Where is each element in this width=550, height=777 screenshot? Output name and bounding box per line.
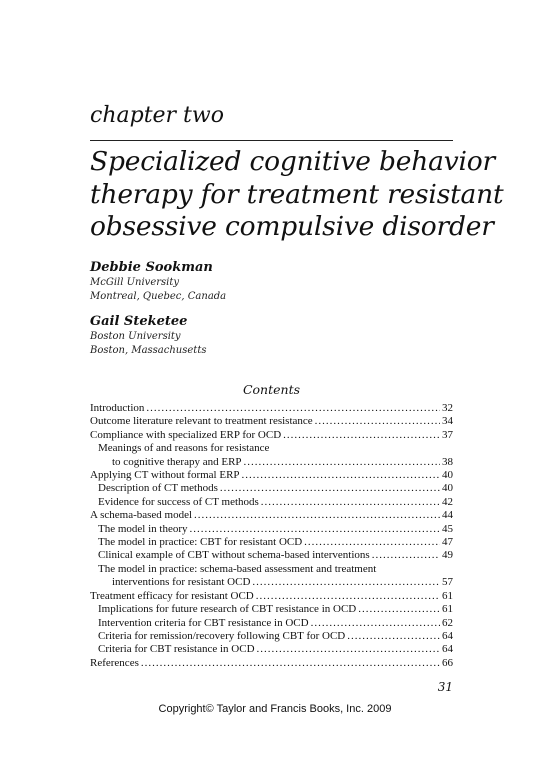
toc-entry [90,536,453,549]
toc-leader-dots [311,617,440,630]
contents-heading: Contents [242,382,301,397]
chapter-title-line: therapy for treatment resistant [90,178,504,210]
page-number: 31 [437,680,453,694]
toc-leader-dots [257,643,440,656]
toc-entry [90,549,453,562]
toc-entry [90,456,453,469]
toc-entry-page: 45 [442,522,453,535]
toc-leader-dots [141,657,440,670]
author-affiliation: Boston University [90,331,181,342]
toc-entry-page: 64 [442,643,453,656]
toc-entry-page: 49 [442,549,453,562]
toc-entry-title: Clinical example of CBT without schema-based interventions [98,549,370,562]
toc-entry [90,415,453,428]
toc-entry-title: interventions for resistant OCD [112,576,251,589]
toc-entry-title: Implications for future research of CBT resistance in OCD [98,603,357,616]
toc-entry-title: The model in theory [98,522,188,535]
toc-entry-page: 61 [442,589,453,602]
toc-entry-title: References [90,656,139,669]
author-block [90,260,226,304]
toc-entry [90,617,453,630]
toc-entry [90,590,453,603]
chapter-label: chapter two [90,103,224,128]
author-location: Boston, Massachusetts [90,345,207,356]
toc-entry [90,657,453,670]
toc-leader-dots [194,509,440,522]
toc-leader-dots [315,415,440,428]
toc-entry-title: Criteria for CBT resistance in OCD [98,643,255,656]
copyright-notice: Copyright© Taylor and Francis Books, Inc. 2009 [158,703,392,715]
toc-entry-title: Description of CT methods [98,482,218,495]
toc-entry-title: Outcome literature relevant to treatment resistance [90,415,313,428]
toc-entry-page: 61 [442,603,453,616]
toc-entry-page: 40 [442,469,453,482]
toc-entry-title: Intervention criteria for CBT resistance in OCD [98,616,309,629]
toc-entry-page: 66 [442,656,453,669]
toc-entry-title: Compliance with specialized ERP for OCD [90,428,282,441]
toc-entry [90,576,453,589]
toc-entry [90,402,453,415]
toc-entry-title: Introduction [90,402,145,414]
toc-entry-title: A schema-based model [90,509,193,522]
toc-entry-title: Evidence for success of CT methods [98,495,259,508]
toc-entry-page: 32 [442,402,453,414]
toc-leader-dots [261,496,440,509]
toc-entry [90,523,453,536]
toc-leader-dots [220,482,440,495]
toc-entry-page: 40 [442,482,453,495]
chapter-title-line: obsessive compulsive disorder [90,211,494,242]
toc-entry-title: The model in practice: schema-based assessment and treatment [98,562,377,575]
toc-leader-dots [372,549,440,562]
toc-leader-dots [244,456,440,469]
toc-entry-title: to cognitive therapy and ERP [112,455,242,468]
toc-entry-page: 47 [442,536,453,549]
toc-entry [90,442,453,455]
table-of-contents [90,402,453,670]
toc-leader-dots [283,429,440,442]
toc-entry-page: 57 [442,576,453,589]
toc-entry-title: Treatment efficacy for resistant OCD [90,589,254,602]
toc-entry [90,603,453,616]
toc-leader-dots [256,590,440,603]
toc-entry [90,482,453,495]
toc-entry-page: 42 [442,495,453,508]
toc-leader-dots [252,576,440,589]
author-block [90,314,206,358]
toc-entry [90,563,453,576]
chapter-title [90,146,504,244]
toc-entry-page: 44 [442,509,453,522]
author-affiliation: McGill University [90,277,180,288]
toc-entry-page: 34 [442,415,453,428]
toc-entry-title: Criteria for remission/recovery following CBT for OCD [98,629,346,642]
toc-entry [90,496,453,509]
chapter-rule [90,140,453,141]
toc-entry [90,469,453,482]
toc-entry-page: 62 [442,616,453,629]
toc-entry [90,429,453,442]
toc-leader-dots [358,603,440,616]
toc-entry [90,509,453,522]
toc-entry-page: 37 [442,428,453,441]
toc-entry-page: 38 [442,455,453,468]
toc-entry [90,630,453,643]
toc-entry-title: Meanings of and reasons for resistance [98,442,270,455]
author-name: Debbie Sookman [90,260,213,275]
toc-leader-dots [242,469,440,482]
author-name: Gail Steketee [90,314,188,329]
toc-leader-dots [146,402,440,415]
toc-entry-page: 64 [442,629,453,642]
toc-entry-title: Applying CT without formal ERP [90,469,240,482]
chapter-title-line: Specialized cognitive behavior [90,146,495,177]
toc-leader-dots [347,630,440,643]
toc-leader-dots [190,523,440,536]
toc-leader-dots [304,536,440,549]
toc-entry [90,643,453,656]
toc-entry-title: The model in practice: CBT for resistant OCD [98,536,303,549]
author-location: Montreal, Quebec, Canada [90,291,227,302]
